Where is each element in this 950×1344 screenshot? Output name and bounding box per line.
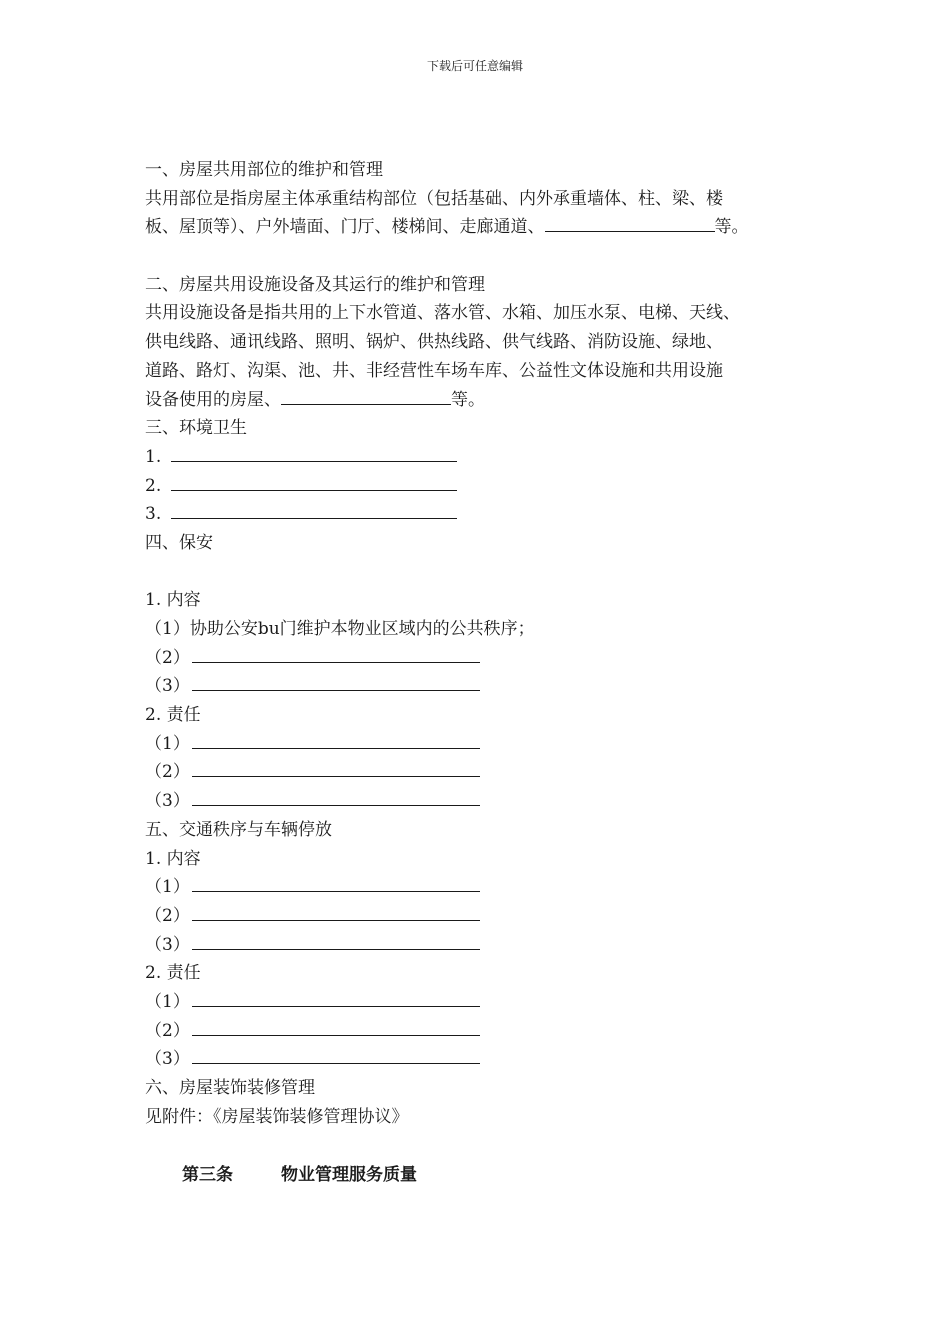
fill-in-blank bbox=[281, 386, 451, 405]
section-1-text-line-2 bbox=[145, 213, 825, 242]
list-item bbox=[145, 787, 825, 816]
fill-in-blank bbox=[171, 500, 457, 519]
section-2-text-line-3: 道路、路灯、沟渠、池、井、非经营性车场车库、公益性文体设施和共用设施 bbox=[145, 360, 723, 381]
fill-in-blank bbox=[192, 787, 480, 806]
fill-in-blank bbox=[192, 672, 480, 691]
page-header-note: 下载后可任意编辑 bbox=[426, 59, 523, 73]
section-1-text-line-2-start: 板、屋顶等）、户外墙面、门厅、楼梯间、走廊通道、 bbox=[145, 217, 545, 238]
article-number: 第三条 bbox=[182, 1165, 233, 1185]
list-item-label: （2） bbox=[145, 647, 190, 668]
section-2-text-line-4 bbox=[145, 386, 825, 415]
section-2-text-line-4-start: 设备使用的房屋、 bbox=[145, 389, 281, 410]
list-item-label: 2. bbox=[145, 475, 162, 496]
list-item-label: （1） bbox=[145, 877, 190, 898]
list-item-label: （2） bbox=[145, 762, 190, 783]
article-heading bbox=[182, 1160, 417, 1185]
list-item-label: （3） bbox=[145, 1049, 190, 1070]
fill-in-blank bbox=[192, 988, 480, 1007]
fill-in-blank bbox=[192, 1017, 480, 1036]
section-5-responsibility-title: 2. 责任 bbox=[145, 963, 201, 984]
fill-in-blank bbox=[192, 931, 480, 950]
fill-in-blank bbox=[192, 1045, 480, 1064]
list-item-label: 1. bbox=[145, 446, 162, 467]
section-4-content-item-1: （1）协助公安bu门维护本物业区域内的公共秩序； bbox=[145, 619, 535, 639]
list-item-label: 3. bbox=[145, 504, 162, 525]
list-item-label: （3） bbox=[145, 934, 190, 955]
article-title: 物业管理服务质量 bbox=[281, 1165, 417, 1185]
section-4-title: 四、保安 bbox=[145, 532, 213, 553]
list-item bbox=[145, 472, 825, 501]
spacer bbox=[145, 558, 825, 587]
list-item-label: （1） bbox=[145, 991, 190, 1012]
fill-in-blank bbox=[192, 644, 480, 663]
list-item bbox=[145, 443, 825, 472]
section-2-text-line-2: 供电线路、通讯线路、照明、锅炉、供热线路、供气线路、消防设施、绿地、 bbox=[145, 332, 723, 353]
list-item bbox=[145, 873, 825, 902]
list-item bbox=[145, 730, 825, 759]
section-4-responsibility-title: 2. 责任 bbox=[145, 705, 201, 726]
list-item bbox=[145, 644, 825, 673]
list-item bbox=[145, 672, 825, 701]
list-item-label: （2） bbox=[145, 905, 190, 926]
fill-in-blank bbox=[192, 902, 480, 921]
section-4-content-title: 1. 内容 bbox=[145, 590, 201, 611]
section-6-text-line-1: 见附件：《房屋装饰装修管理协议》 bbox=[145, 1106, 409, 1127]
list-item bbox=[145, 500, 825, 529]
section-2-text-line-4-end: 等。 bbox=[451, 389, 485, 410]
list-item-label: （1） bbox=[145, 733, 190, 754]
fill-in-blank bbox=[171, 472, 457, 491]
list-item bbox=[145, 1017, 825, 1046]
section-2-title: 二、房屋共用设施设备及其运行的维护和管理 bbox=[145, 274, 485, 295]
section-5-content-title: 1. 内容 bbox=[145, 848, 201, 869]
list-item-label: （3） bbox=[145, 676, 190, 697]
section-1-text-line-1: 共用部位是指房屋主体承重结构部位（包括基础、内外承重墙体、柱、梁、楼 bbox=[145, 188, 723, 209]
fill-in-blank bbox=[192, 873, 480, 892]
list-item bbox=[145, 902, 825, 931]
list-item bbox=[145, 758, 825, 787]
fill-in-blank bbox=[192, 758, 480, 777]
section-1-title: 一、房屋共用部位的维护和管理 bbox=[145, 160, 383, 180]
spacer bbox=[145, 242, 825, 271]
fill-in-blank bbox=[171, 443, 457, 462]
list-item bbox=[145, 1045, 825, 1074]
list-item-label: （2） bbox=[145, 1020, 190, 1041]
section-1-text-line-2-end: 等。 bbox=[714, 217, 749, 238]
section-6-title: 六、房屋装饰装修管理 bbox=[145, 1078, 315, 1098]
section-2-text-line-1: 共用设施设备是指共用的上下水管道、落水管、水箱、加压水泵、电梯、天线、 bbox=[145, 303, 740, 324]
list-item-label: （3） bbox=[145, 791, 190, 812]
section-5-title: 五、交通秩序与车辆停放 bbox=[145, 819, 332, 840]
document-body bbox=[145, 156, 825, 1131]
list-item bbox=[145, 988, 825, 1017]
list-item bbox=[145, 931, 825, 960]
fill-in-blank bbox=[545, 213, 715, 232]
fill-in-blank bbox=[192, 730, 480, 749]
section-3-title: 三、环境卫生 bbox=[145, 418, 247, 439]
